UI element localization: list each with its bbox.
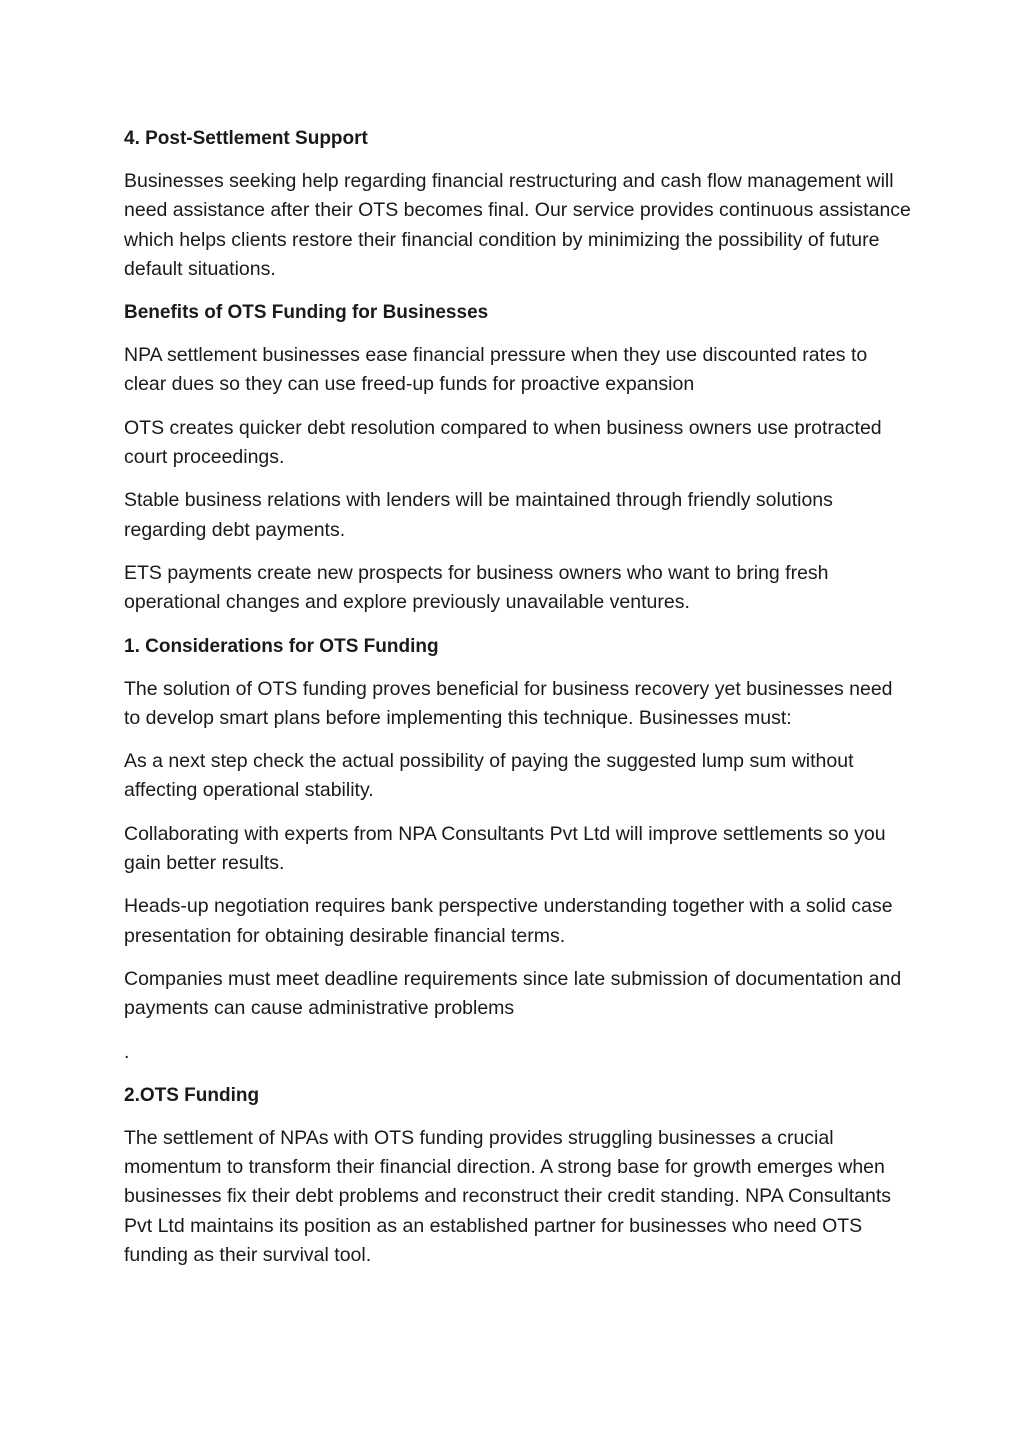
- ots-funding-heading: 2.OTS Funding: [124, 1084, 260, 1106]
- considerations-heading: 1. Considerations for OTS Funding: [124, 635, 439, 657]
- document-page: [124, 124, 914, 1284]
- post-settlement-paragraph: Businesses seeking help regarding financial restructuring and cash flow management will need assistance after their OTS becomes final. Our service provides continuous assistance which helps clients restore their financial condition by minimizing the possibility of future default situations.: [124, 170, 911, 280]
- benefit-paragraph: Stable business relations with lenders will be maintained through friendly solutions regarding debt payments.: [124, 489, 833, 541]
- considerations-paragraph: As a next step check the actual possibility of paying the suggested lump sum without affecting operational stability.: [124, 750, 854, 802]
- benefit-paragraph: OTS creates quicker debt resolution compared to when business owners use protracted court proceedings.: [124, 416, 882, 469]
- post-settlement-section: [124, 124, 914, 284]
- considerations-section: [124, 632, 914, 1067]
- considerations-paragraph: The solution of OTS funding proves beneficial for business recovery yet businesses need to develop smart plans before implementing this technique. Businesses must:: [124, 677, 893, 729]
- ots-funding-section: [124, 1081, 914, 1270]
- considerations-paragraph: Companies must meet deadline requirements since late submission of documentation and payments can cause administrative problems: [124, 967, 902, 1020]
- stray-dot: .: [124, 1040, 130, 1063]
- benefit-paragraph: ETS payments create new prospects for business owners who want to bring fresh operational changes and explore previously unavailable ventures.: [124, 561, 829, 614]
- post-settlement-heading: 4. Post-Settlement Support: [124, 128, 368, 149]
- considerations-paragraph: Collaborating with experts from NPA Consultants Pvt Ltd will improve settlements so you gain better results.: [124, 822, 886, 875]
- considerations-paragraph: Heads-up negotiation requires bank perspective understanding together with a solid case presentation for obtaining desirable financial terms.: [124, 895, 893, 947]
- benefit-paragraph: NPA settlement businesses ease financial pressure when they use discounted rates to clear dues so they can use freed-up funds for proactive expansion: [124, 344, 868, 396]
- benefits-heading: Benefits of OTS Funding for Businesses: [124, 302, 489, 324]
- ots-funding-paragraph: The settlement of NPAs with OTS funding provides struggling businesses a crucial momentum to transform their financial direction. A strong base for growth emerges when businesses fix their debt problems and reconstruct their credit standing. NPA Consultants Pvt Ltd maintains its position as an established partner for businesses who need OTS funding as their survival tool.: [124, 1126, 892, 1267]
- benefits-section: [124, 298, 914, 617]
